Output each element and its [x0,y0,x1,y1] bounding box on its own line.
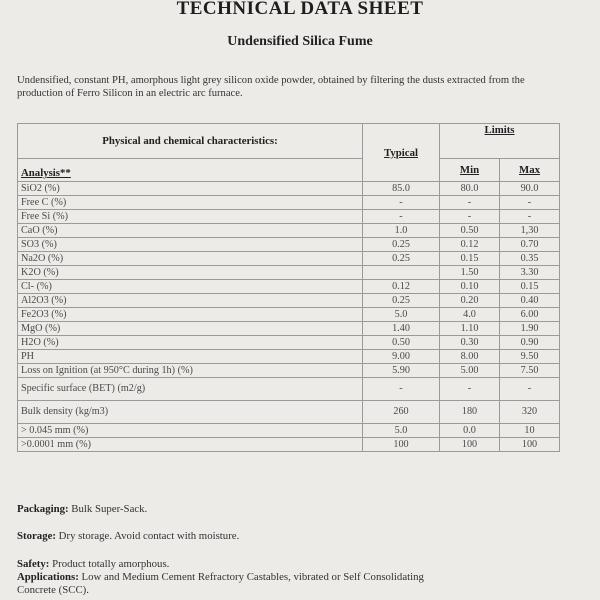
analysis-cell: Specific surface (BET) (m2/g) [18,378,363,401]
max-cell: 9.50 [500,350,560,364]
min-cell: - [440,196,500,210]
max-cell: 10 [500,424,560,438]
min-cell: 100 [440,438,500,452]
typical-cell: - [363,378,440,401]
max-cell: 0.70 [500,238,560,252]
analysis-cell: H2O (%) [18,336,363,350]
limits-header: Limits [440,124,560,159]
analysis-cell: Free C (%) [18,196,363,210]
min-cell: 0.15 [440,252,500,266]
analysis-cell: SO3 (%) [18,238,363,252]
safety-text: Product totally amorphous. [49,558,170,570]
table-row [18,322,560,336]
min-cell: 1.10 [440,322,500,336]
applications-note [17,571,437,597]
typical-cell: 1.0 [363,224,440,238]
min-cell: 0.0 [440,424,500,438]
min-cell: - [440,210,500,224]
min-cell: - [440,378,500,401]
max-cell: 1,30 [500,224,560,238]
min-cell: 0.50 [440,224,500,238]
max-cell: 1.90 [500,322,560,336]
packaging-text: Bulk Super-Sack. [68,503,148,515]
document-subtitle: Undensified Silica Fume [227,34,373,49]
table-row [18,210,560,224]
analysis-cell: Free Si (%) [18,210,363,224]
table-row [18,438,560,452]
safety-label: Safety: [17,558,50,570]
table-row [18,401,560,424]
min-cell: 180 [440,401,500,424]
max-cell: 6.00 [500,308,560,322]
max-cell: - [500,196,560,210]
typical-cell: 0.25 [363,294,440,308]
typical-cell: 0.50 [363,336,440,350]
table-row [18,308,560,322]
analysis-cell: SiO2 (%) [18,182,363,196]
max-cell: 7.50 [500,364,560,378]
intro-paragraph: Undensified, constant PH, amorphous light grey silicon oxide powder, obtained by filtering the dusts extracted from the production of Ferro Silicon in an electric arc furnace. [17,75,525,99]
analysis-cell: Al2O3 (%) [18,294,363,308]
typical-cell: 0.12 [363,280,440,294]
min-cell: 80.0 [440,182,500,196]
analysis-cell: >0.0001 mm (%) [18,438,363,452]
packaging-note [17,503,147,515]
storage-text: Dry storage. Avoid contact with moisture. [55,530,240,542]
packaging-label: Packaging: [17,503,69,515]
min-cell: 0.20 [440,294,500,308]
group-header: Physical and chemical characteristics: [18,124,363,159]
typical-cell [363,266,440,280]
typical-cell: 260 [363,401,440,424]
typical-header: Typical [363,124,440,182]
document-title: TECHNICAL DATA SHEET [176,0,424,19]
typical-cell: 100 [363,438,440,452]
min-cell: 0.10 [440,280,500,294]
table-row [18,252,560,266]
max-cell: 0.90 [500,336,560,350]
min-cell: 5.00 [440,364,500,378]
table-row [18,294,560,308]
applications-text: Low and Medium Cement Refractory Castables, vibrated or Self Consolidating Concrete (SCC). [17,571,424,596]
max-cell: 0.40 [500,294,560,308]
min-cell: 8.00 [440,350,500,364]
analysis-cell: Bulk density (kg/m3) [18,401,363,424]
max-cell: - [500,210,560,224]
max-cell: - [500,378,560,401]
max-cell: 0.15 [500,280,560,294]
min-cell: 0.30 [440,336,500,350]
typical-cell: 9.00 [363,350,440,364]
typical-cell: 5.90 [363,364,440,378]
typical-cell: 85.0 [363,182,440,196]
max-cell: 3.30 [500,266,560,280]
analysis-cell: K2O (%) [18,266,363,280]
safety-note [17,558,169,570]
typical-cell: - [363,210,440,224]
analysis-cell: Fe2O3 (%) [18,308,363,322]
min-cell: 4.0 [440,308,500,322]
analysis-cell: Loss on Ignition (at 950°C during 1h) (%) [18,364,363,378]
table-row [18,350,560,364]
min-cell: 0.12 [440,238,500,252]
max-cell: 100 [500,438,560,452]
table-row [18,280,560,294]
max-cell: 0.35 [500,252,560,266]
storage-note [17,530,239,542]
analysis-cell: PH [18,350,363,364]
max-cell: 320 [500,401,560,424]
table-row [18,336,560,350]
min-header: Min [440,159,500,182]
characteristics-table [17,123,560,452]
max-header: Max [500,159,560,182]
table-row [18,364,560,378]
typical-cell: 0.25 [363,238,440,252]
typical-cell: - [363,196,440,210]
applications-label: Applications: [17,571,79,583]
table-row [18,424,560,438]
max-cell: 90.0 [500,182,560,196]
analysis-cell: > 0.045 mm (%) [18,424,363,438]
analysis-cell: Cl- (%) [18,280,363,294]
table-row [18,196,560,210]
table-row [18,378,560,401]
analysis-cell: MgO (%) [18,322,363,336]
table-row [18,238,560,252]
storage-label: Storage: [17,530,56,542]
typical-cell: 1.40 [363,322,440,336]
min-cell: 1.50 [440,266,500,280]
table-row [18,224,560,238]
typical-cell: 5.0 [363,308,440,322]
typical-cell: 5.0 [363,424,440,438]
table-row [18,266,560,280]
table-row [18,182,560,196]
analysis-header: Analysis** [18,159,363,182]
analysis-cell: Na2O (%) [18,252,363,266]
typical-cell: 0.25 [363,252,440,266]
analysis-cell: CaO (%) [18,224,363,238]
